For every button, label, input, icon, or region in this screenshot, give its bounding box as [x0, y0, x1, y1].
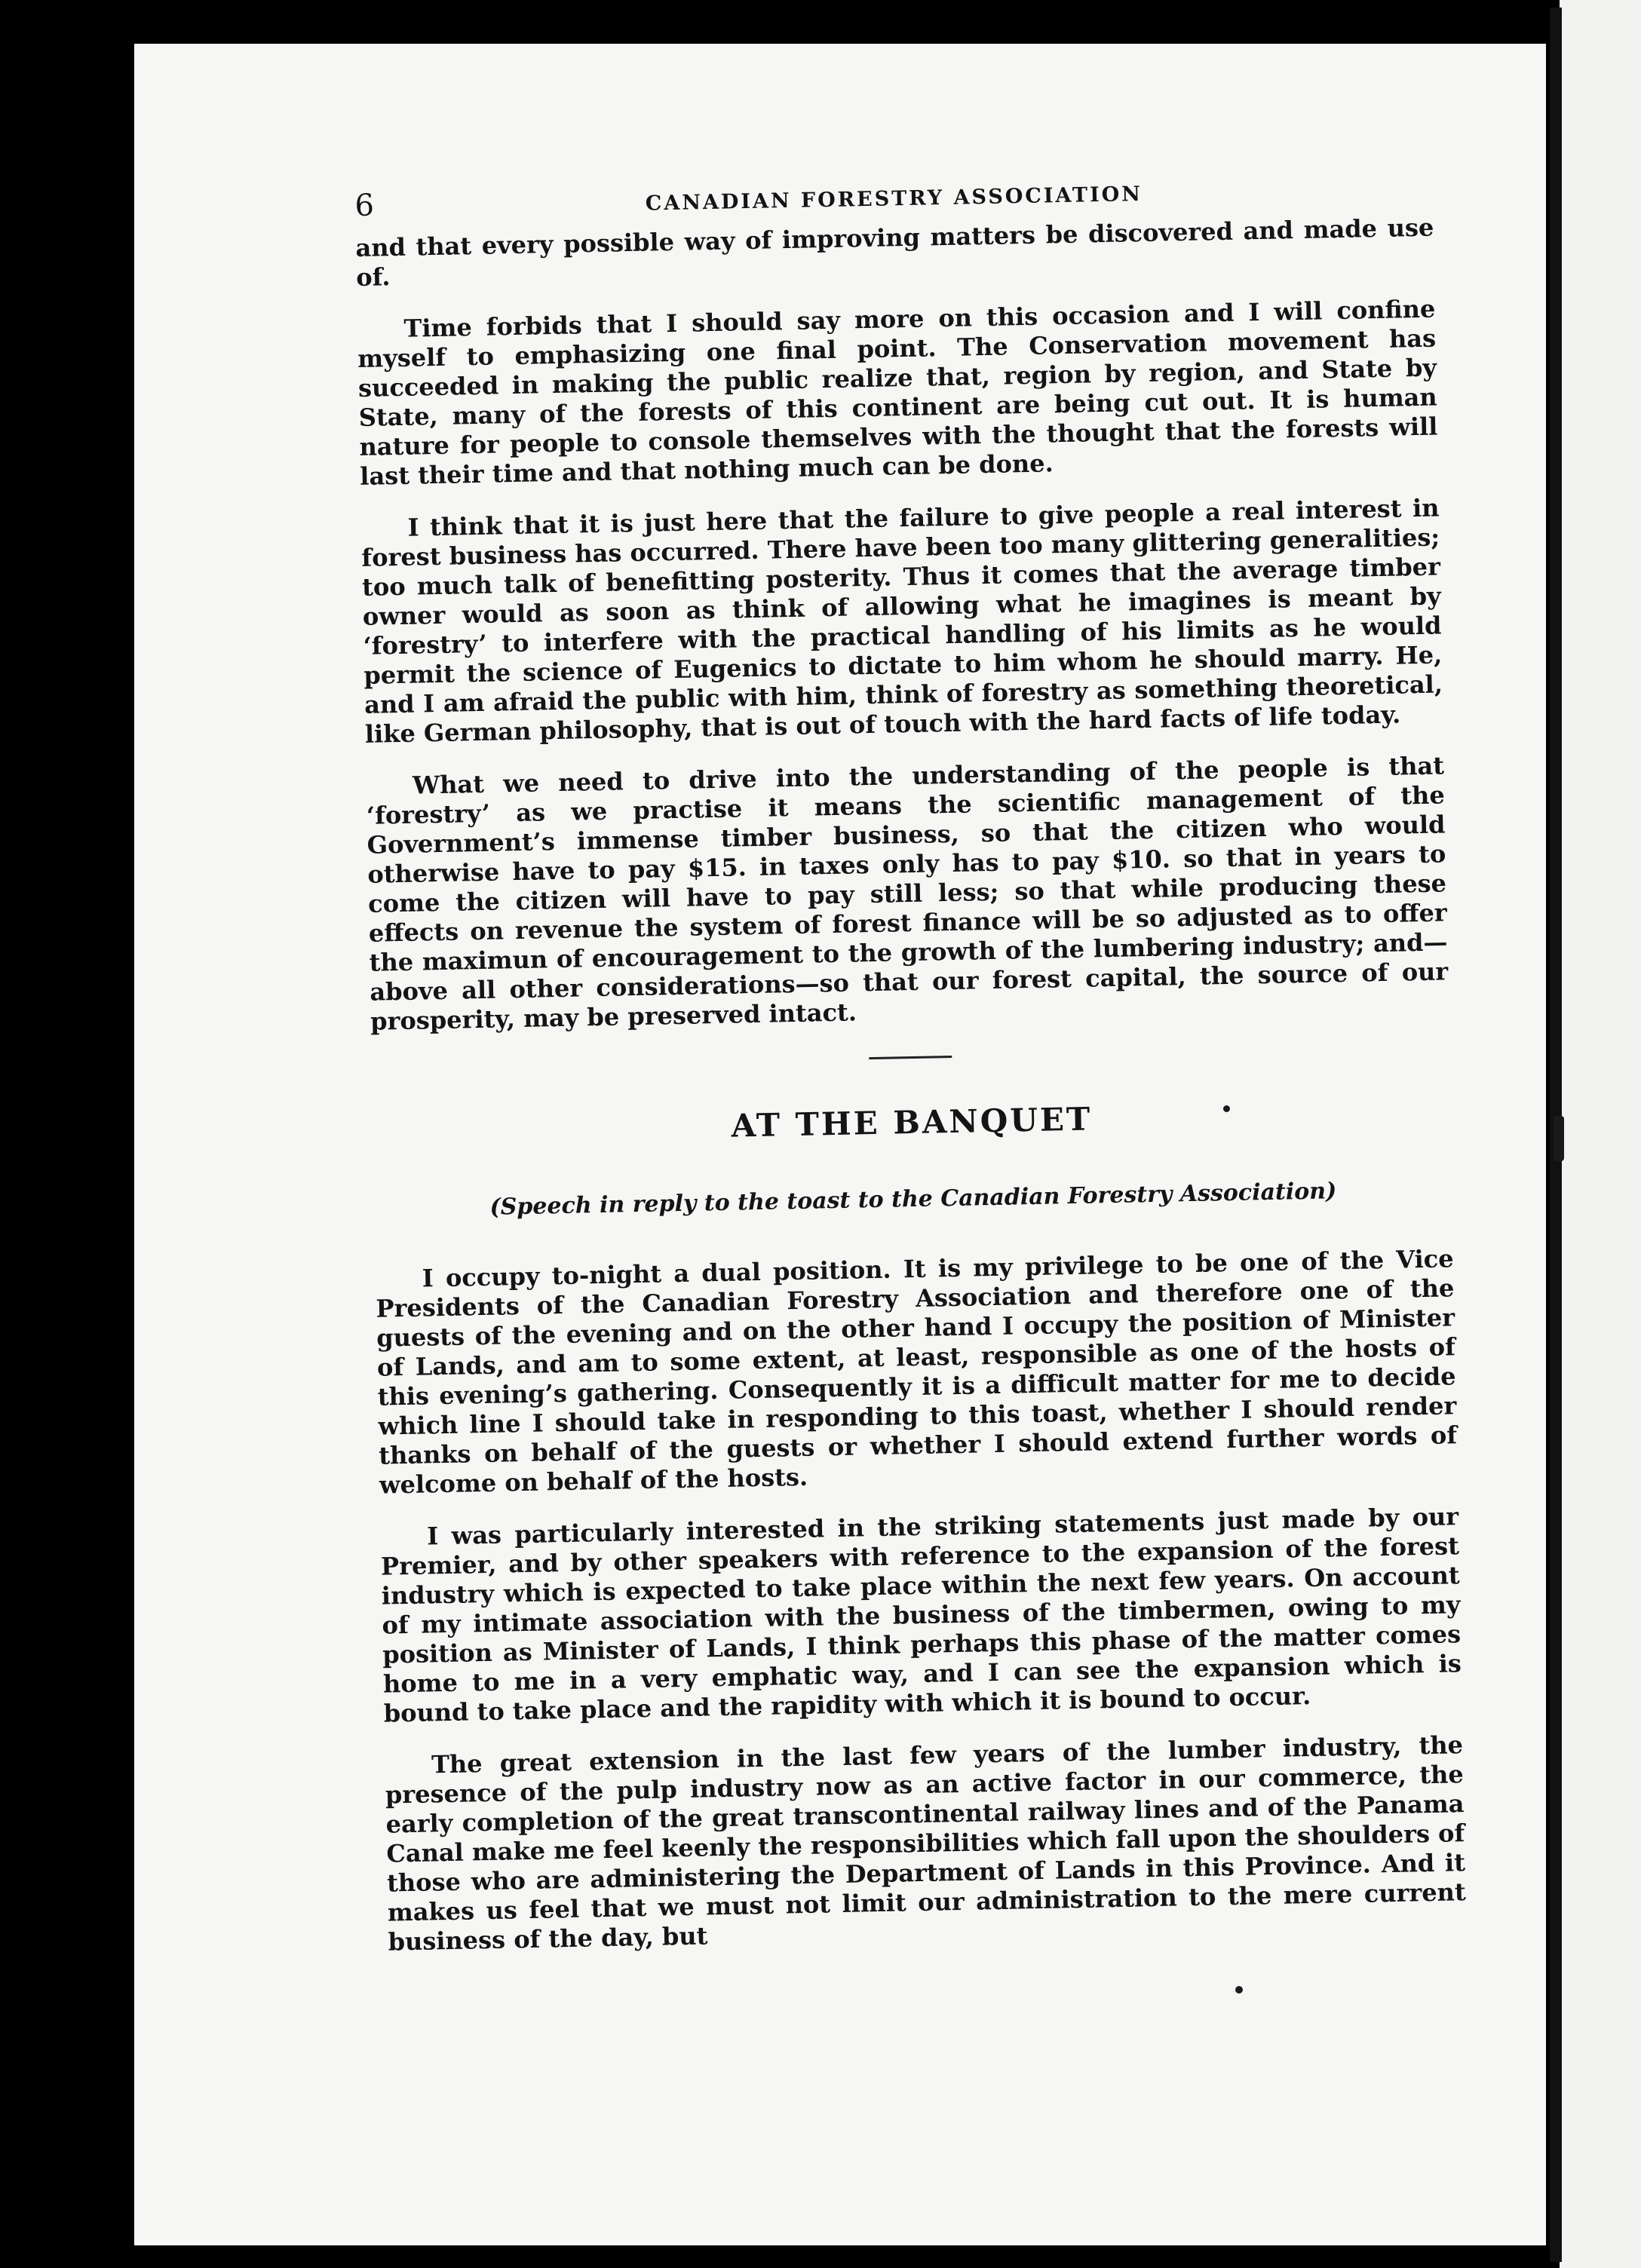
paragraph: I think that it is just here that the failure to give people a real interest in forest business has occurred. There have been too many glittering generalities; too much talk of benefitting posterity. Thus it comes that the average timber owner would as soon as think of allowing what he imagines is meant by ‘forestry’ to interfere with the practical handling of his limits as he would permit the science of Eugenics to dictate to him whom he should marry. He, and I am afraid the public with him, think of forestry as something theoretical, like German philosophy, that is out of touch with the hard facts of life today. — [361, 493, 1443, 749]
ink-speck — [1223, 1105, 1230, 1112]
paragraph: What we need to drive into the understanding of the people is that ‘forestry’ as we practise it means the scientific management of the Government’s immense timber business, so that the citizen who would otherwise have to pay $15. in taxes only has to pay $10. so that in years to come the citizen will have to pay still less; so that while producing these effects on revenue the system of forest finance will be so adjusted as to offer the maximun of encouragement to the growth of the lumbering industry; and—above all other considerations—so that our forest capital, the source of our prosperity, may be preserved intact. — [366, 751, 1449, 1036]
paragraph: Time forbids that I should say more on this occasion and I will confine myself to emphasizing one final point. The Conservation movement has succeeded in making the public realize that, region by region, and State by State, many of the forests of this continent are being cut out. It is human nature for people to console themselves with the thought that the forests will last their time and that nothing much can be done. — [357, 294, 1438, 491]
section-subtitle: (Speech in reply to the toast to the Canadian Forestry Association) — [489, 1178, 1337, 1221]
paragraph: The great extension in the last few years of the lumber industry, the presence of the pulp industry now as an active factor in our commerce, the early completion of the great transcontinental railway lines and of the Panama Canal make me feel keenly the responsibilities which fall upon the shoulders of those who are administering the Department of Lands in this Province. And it makes us feel that we must not limit our administration to the mere current business of the day, but — [385, 1730, 1467, 1957]
page-number: 6 — [354, 188, 375, 223]
ink-speck — [1235, 1986, 1243, 1994]
paragraph: I occupy to-night a dual position. It is my privilege to be one of the Vice Presidents of the Canadian Forestry Association and therefore one of the guests of the evening and on the other hand I occupy the position of Minister of Lands, and am to some extent, at least, responsible as one of the hosts of this evening’s gathering. Consequently it is a difficult matter for me to decide which line I should take in responding to this toast, whether I should render thanks on behalf of the guests or whether I should extend further words of welcome on behalf of the hosts. — [376, 1244, 1458, 1500]
section-title: AT THE BANQUET — [731, 1100, 1093, 1145]
paragraph-continued: and that every possible way of improving matters be discovered and made use of. — [355, 213, 1434, 292]
page-content — [354, 168, 1467, 1980]
adjacent-page-edge — [1560, 0, 1641, 2268]
paragraph: I was particularly interested in the striking statements just made by our Premier, and by other speakers with reference to the expansion of the forest industry which is expected to take place within the next few years. On account of my intimate association with the business of the timbermen, owing to my position as Minister of Lands, I think perhaps this phase of the matter comes home to me in a very emphatic way, and I can see the expansion which is bound to take place and the rapidity with which it is bound to occur. — [380, 1502, 1462, 1728]
ink-mark — [1554, 1116, 1564, 1161]
running-head-title: CANADIAN FORESTRY ASSOCIATION — [645, 182, 1143, 216]
section-divider — [869, 1056, 952, 1059]
